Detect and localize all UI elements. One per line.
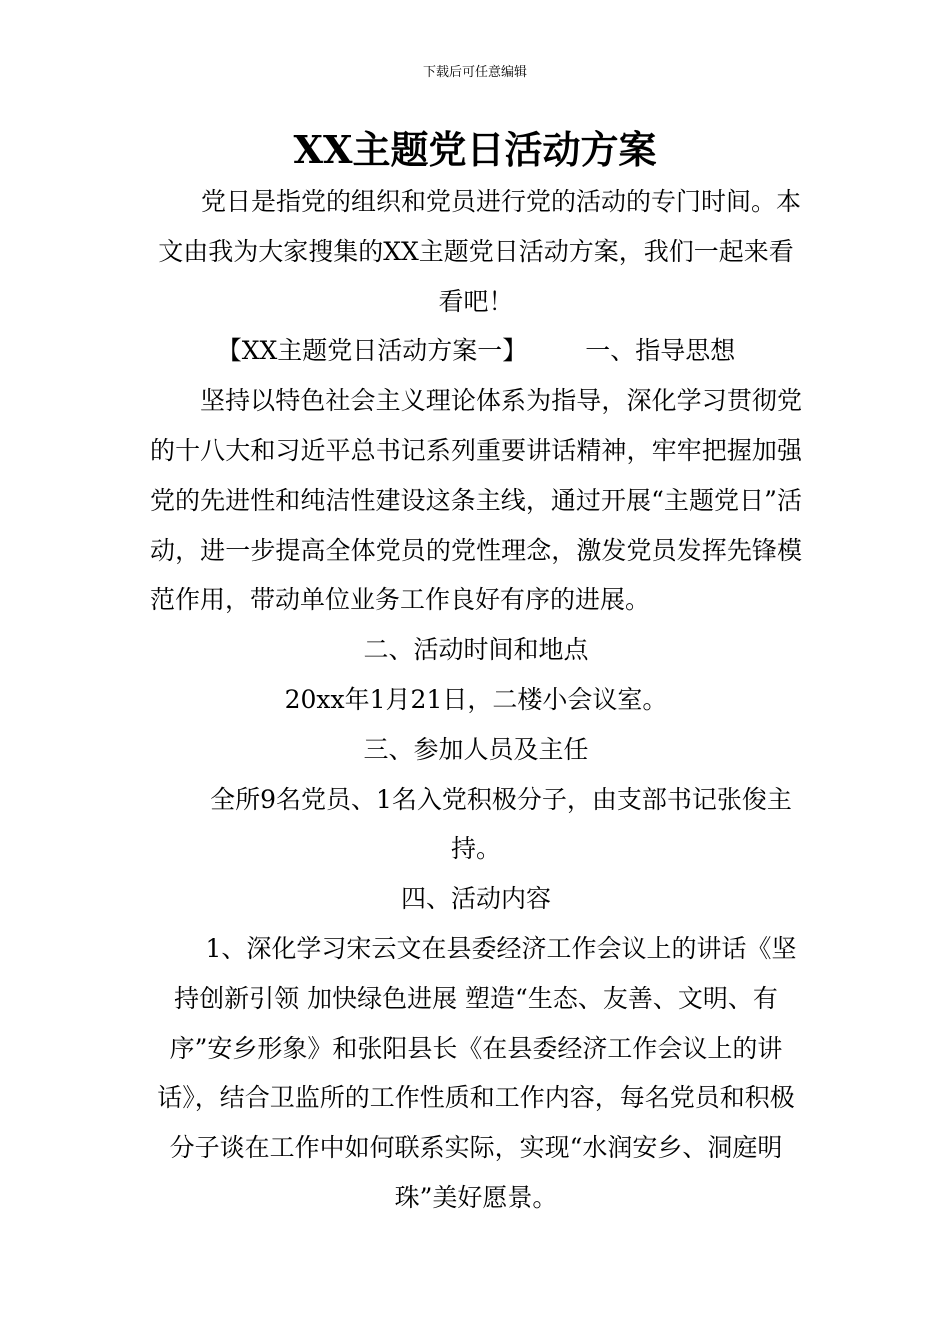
- header-note: 下载后可任意编辑: [422, 65, 527, 80]
- document-title: XX主题党日活动方案: [293, 127, 657, 172]
- intro-paragraph: 党日是指党的组织和党员进行党的活动的专门时间。本文由我为大家搜集的XX主题党日活动方案，我们一起来看看吧！: [158, 187, 801, 316]
- section1-heading: 一、指导思想: [585, 336, 736, 366]
- plan-heading-line: [150, 326, 802, 376]
- section1-paragraph: 坚持以特色社会主义理论体系为指导，深化学习贯彻党的十八大和习近平总书记系列重要讲话精神，牢牢把握加强党的先进性和纯洁性建设这条主线，通过开展“主题党日”活动，进一步提高全体党员的党性理念，激发党员发挥先锋模范作用，带动单位业务工作良好有序的进展。: [150, 386, 802, 615]
- section3-heading: 三、参加人员及主任: [363, 734, 589, 764]
- plan-heading: 【XX主题党日活动方案一】: [216, 336, 528, 366]
- section2-heading: 二、活动时间和地点: [363, 635, 589, 665]
- section2-paragraph: 20xx年1月21日，二楼小会议室。: [284, 684, 668, 714]
- section3-paragraph: 全所9名党员、1名入党积极分子，由支部书记张俊主持。: [210, 784, 792, 864]
- document-body: [150, 177, 802, 1223]
- section4-heading: 四、活动内容: [400, 884, 551, 914]
- section4-paragraph: 1、深化学习宋云文在县委经济工作会议上的讲话《坚持创新引领 加快绿色进展 塑造“生态、友善、文明、有序”安乡形象》和张阳县长《在县委经济工作会议上的讲话》，结合卫监所的工作性质和工作内容，每名党员和积极分子谈在工作中如何联系实际，实现“水润安乡、洞庭明珠”美好愿景。: [157, 933, 797, 1212]
